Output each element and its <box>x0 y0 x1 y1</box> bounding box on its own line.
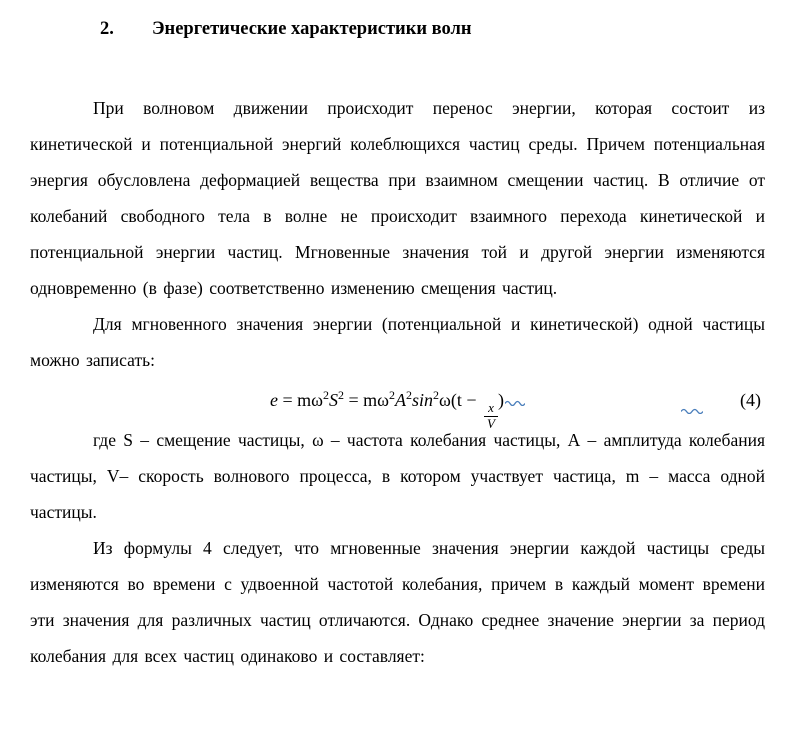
formula-equation <box>270 388 525 431</box>
paragraph: Из формулы 4 следует, что мгновенные значения энергии каждой частицы среды изменяются во времени с удвоенной частотой колебания, причем в каждый момент времени эти значения для различных частиц отличаются. Однако среднее значение энергии за период колебания для всех частиц одинаково и составляет: <box>30 538 765 666</box>
paragraph: При волновом движении происходит перенос энергии, которая состоит из кинетической и потенциальной энергий колеблющихся частиц среды. Причем потенциальная энергия обусловлена деформацией вещества при взаимном смещении частиц. В отличие от колебаний свободного тела в волне не происходит взаимного перехода кинетической и потенциальной энергии частиц. Мгновенные значения той и другой энергии изменяются одновременно (в фазе) соответственно изменению смещения частиц. <box>30 98 765 298</box>
paragraph: Для мгновенного значения энергии (потенциальной и кинетической) одной частицы можно записать: <box>30 314 765 370</box>
fraction-denominator: V <box>487 415 495 431</box>
formula-text: = mω <box>278 390 324 410</box>
formula-text: ) <box>497 390 504 410</box>
formula-exponent: 2 <box>406 388 413 402</box>
heading-number: 2. <box>100 19 114 39</box>
formula-exponent: 2 <box>433 388 440 402</box>
formula-text: = mω <box>344 390 390 410</box>
heading-title: Энергетические характеристики волн <box>152 19 472 39</box>
formula-exponent: 2 <box>338 388 345 402</box>
formula-text: ω(t − <box>439 390 482 410</box>
formula-block <box>30 378 765 431</box>
section-heading <box>100 14 765 44</box>
formula-number: (4) <box>740 390 761 410</box>
formula-exponent: 2 <box>323 388 330 402</box>
formula-symbol-S: S <box>329 390 339 410</box>
formula-symbol-e: e <box>270 390 279 410</box>
spellcheck-squiggle-icon <box>681 407 703 414</box>
formula-symbol-A: A <box>395 390 407 410</box>
paragraph: где S – смещение частицы, ω – частота колебания частицы, А – амплитуда колебания частицы, V– скорость волнового процесса, в котором участвует частица, m – масса одной частицы. <box>30 430 765 522</box>
formula-exponent: 2 <box>389 388 396 402</box>
formula-sin: sin <box>412 390 434 410</box>
fraction <box>484 401 498 432</box>
spellcheck-squiggle-icon <box>505 399 525 406</box>
fraction-numerator: x <box>484 401 498 417</box>
